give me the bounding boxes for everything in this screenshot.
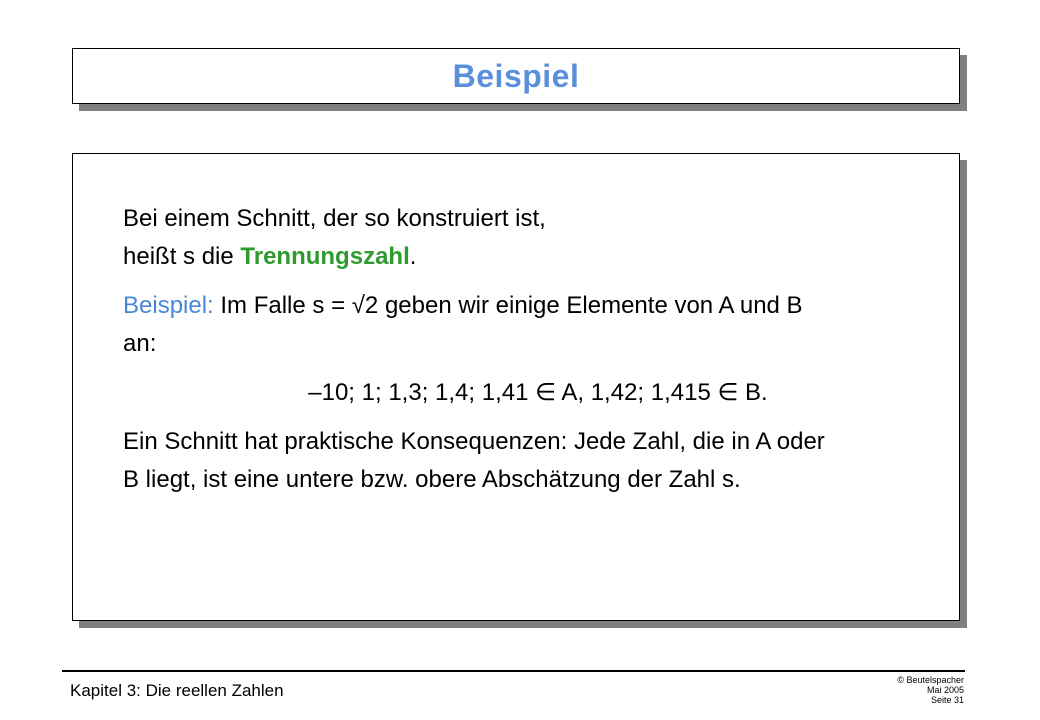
example-label: Beispiel: bbox=[123, 292, 214, 319]
footer-divider bbox=[62, 670, 965, 672]
spacer bbox=[123, 276, 933, 287]
p3-line1: Ein Schnitt hat praktische Konsequenzen: Jede Zahl, die in A oder bbox=[123, 428, 825, 455]
p1-line2-post: . bbox=[409, 243, 417, 270]
footer-page-number: Seite 31 bbox=[930, 695, 964, 705]
term-trennungszahl: Trennungszahl bbox=[240, 243, 410, 270]
slide-title: Beispiel bbox=[452, 57, 580, 94]
p2-text: Im Falle s = √2 geben wir einige Elemente von A und B bbox=[213, 292, 803, 319]
paragraph-1 bbox=[123, 200, 933, 276]
footer-meta bbox=[897, 675, 964, 705]
footer-date: Mai 2005 bbox=[926, 685, 964, 695]
footer-copyright: © Beutelspacher bbox=[897, 675, 964, 685]
paragraph-3 bbox=[123, 423, 933, 499]
p3-line2: B liegt, ist eine untere bzw. obere Abschätzung der Zahl s. bbox=[123, 466, 741, 493]
p1-line2-pre: heißt s die bbox=[123, 243, 241, 270]
content-body bbox=[123, 200, 933, 499]
paragraph-2 bbox=[123, 287, 933, 363]
title-box bbox=[72, 48, 960, 104]
content-box bbox=[72, 153, 960, 621]
spacer bbox=[123, 412, 933, 423]
spacer bbox=[123, 363, 933, 374]
math-line: –10; 1; 1,3; 1,4; 1,41 ∈ A, 1,42; 1,415 ∈ B. bbox=[308, 379, 768, 406]
footer-chapter: Kapitel 3: Die reellen Zahlen bbox=[70, 681, 284, 700]
p2-line2: an: bbox=[123, 330, 157, 357]
p1-line1: Bei einem Schnitt, der so konstruiert ist, bbox=[123, 205, 546, 232]
